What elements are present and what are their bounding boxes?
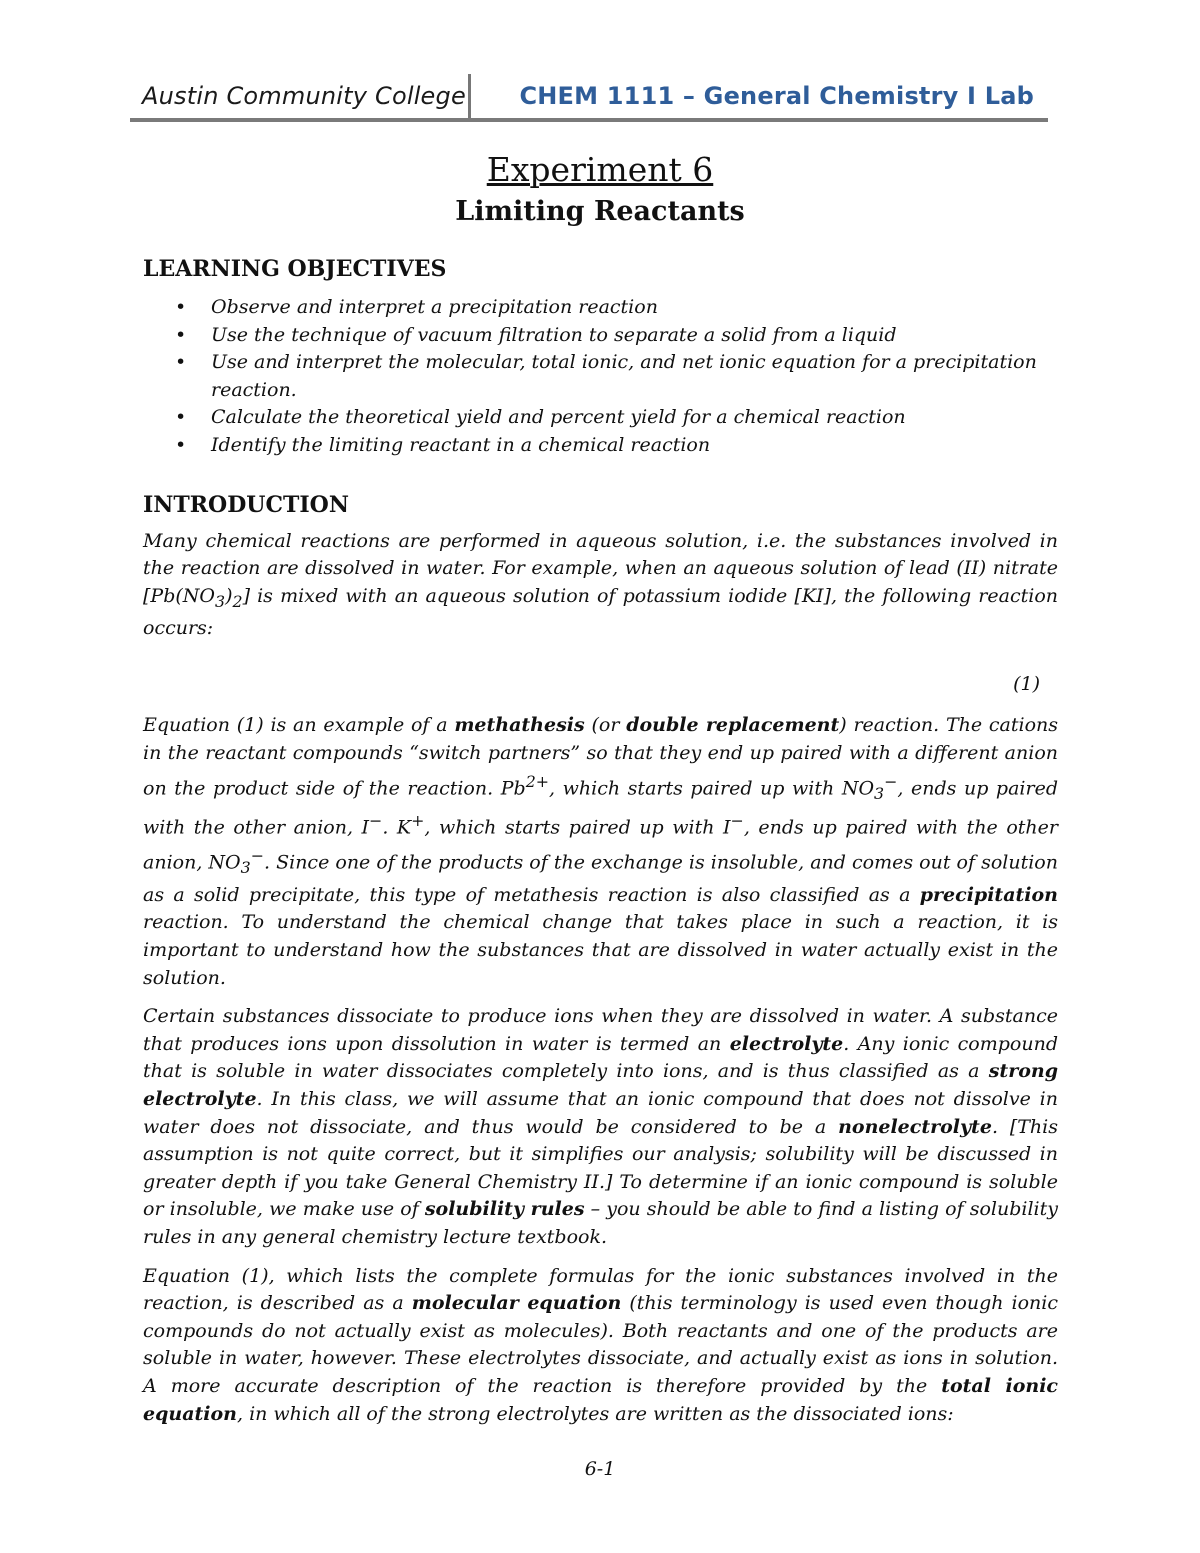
experiment-title: Experiment 6 <box>486 150 714 189</box>
institution-name: Austin Community College <box>142 82 466 110</box>
list-item: • Observe and interpret a precipitation reaction <box>143 294 1058 322</box>
header-divider <box>468 74 471 120</box>
bullet-icon: • <box>175 323 187 346</box>
course-title: CHEM 1111 – General Chemistry I Lab <box>519 82 1034 110</box>
introduction-heading: INTRODUCTION <box>143 491 349 518</box>
equation-number: (1) <box>1013 672 1040 695</box>
page-number: 6-1 <box>584 1458 616 1480</box>
bullet-icon: • <box>175 406 187 429</box>
bullet-icon: • <box>175 296 187 318</box>
list-item: • Use the technique of vacuum filtration to separate a solid from a liquid <box>143 322 1058 350</box>
intro-paragraph-2: Equation (1) is an example of a methathesis (or double replacement) reaction. The cations in the reactant compounds “switch partners” so that they end up paired with a different anion on the product side of the reaction. $Pb^{2+}$, which starts paired up with $NO_3^-$, ends up paired with the other anion, I−. K+, which starts paired up with I−, ends up paired with the other anion, $NO_3^-$. Since one of the products of the exchange is insoluble, and comes out of solution as a solid precipitate, this type of metathesis reaction is also classified as a precipitation reaction. To understand the chemical change that takes place in such a reaction, it is important to understand how the substances that are dissolved in water actually exist in the solution. <box>143 714 1059 989</box>
header-rule <box>130 118 1048 122</box>
list-item: • Identify the limiting reactant in a chemical reaction <box>143 432 1058 460</box>
bullet-icon: • <box>175 351 187 374</box>
intro-paragraph-4: Equation (1), which lists the complete formulas for the ionic substances involved in the reaction, is described as a molecular equation (this terminology is used even though ionic compounds do not actually exist as molecules). Both reactants and one of the products are soluble in water, however. These electrolytes dissociate, and actually exist as ions in solution. A more accurate description of the reaction is therefore provided by the total ionic equation, in which all of the strong electrolytes are written as the dissociated ions: <box>143 1264 1058 1425</box>
intro-paragraph-3: Certain substances dissociate to produce ions when they are dissolved in water. A substance that produces ions upon dissolution in water is termed an electrolyte. Any ionic compound that is soluble in water dissociates completely into ions, and is thus classified as a strong electrolyte. In this class, we will assume that an ionic compound that does not dissolve in water does not dissociate, and thus would be considered to be a nonelectrolyte. [This assumption is not quite correct, but it simplifies our analysis; solubility will be discussed in greater depth if you take General Chemistry II.] To determine if an ionic compound is soluble or insoluble, we make use of solubility rules – you should be able to find a listing of solubility rules in any general chemistry lecture textbook. <box>143 1005 1058 1248</box>
bullet-icon: • <box>175 433 187 456</box>
title-block <box>130 150 1070 232</box>
list-item: • Calculate the theoretical yield and percent yield for a chemical reaction <box>143 404 1058 432</box>
document-body <box>143 254 1058 1428</box>
objectives-heading: LEARNING OBJECTIVES <box>143 256 447 282</box>
objectives-list <box>143 294 1058 460</box>
list-item: • Use and interpret the molecular, total ionic, and net ionic equation for a precipitation reaction. <box>175 351 1037 401</box>
page-header <box>130 74 1048 122</box>
experiment-subtitle: Limiting Reactants <box>455 196 745 227</box>
intro-paragraph-1: Many chemical reactions are performed in aqueous solution, i.e. the substances involved in the reaction are dissolved in water. For example, when an aqueous solution of lead (II) nitrate $[Pb(NO_3)_2]$ is mixed with an aqueous solution of potassium iodide [KI], the following reaction occurs: <box>143 529 1058 640</box>
